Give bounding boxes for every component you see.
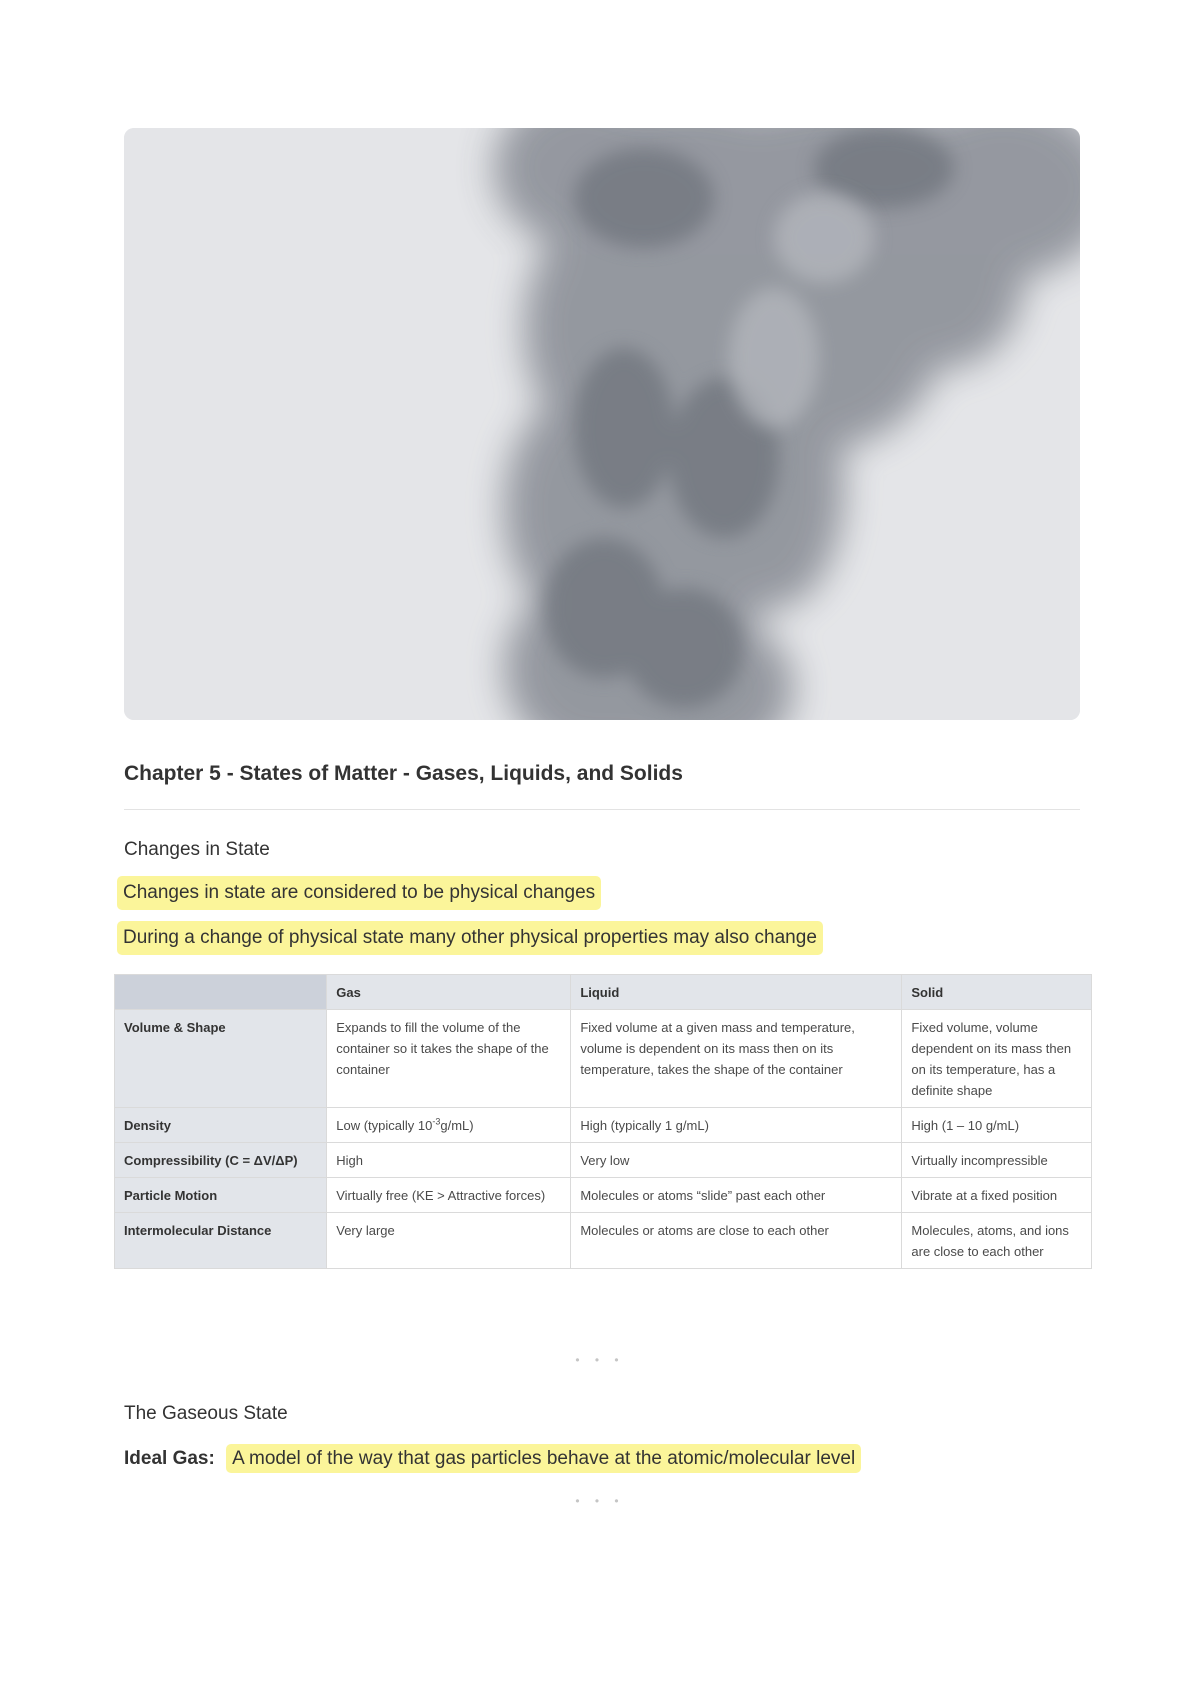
section-heading-gaseous-state: The Gaseous State xyxy=(124,1403,288,1424)
row-header: Compressibility (C = ΔV/ΔP) xyxy=(115,1143,327,1178)
table-cell: Vibrate at a fixed position xyxy=(902,1178,1092,1213)
table-header-row xyxy=(115,975,1092,1010)
table-cell: Molecules or atoms are close to each other xyxy=(571,1213,902,1269)
title-divider xyxy=(124,809,1080,810)
density-gas-suffix: g/mL) xyxy=(440,1118,474,1133)
smoke-plume-image xyxy=(124,128,1080,720)
table-cell: High xyxy=(327,1143,571,1178)
section-divider: • • • xyxy=(575,1353,625,1367)
table-cell: High (typically 1 g/mL) xyxy=(571,1108,902,1143)
table-cell: Fixed volume at a given mass and temperature, volume is dependent on its mass then on its temperature, takes the shape of the container xyxy=(571,1010,902,1108)
table-cell: Fixed volume, volume dependent on its mass then on its temperature, has a definite shape xyxy=(902,1010,1092,1108)
row-header: Density xyxy=(115,1108,327,1143)
highlight-ideal-gas-definition: A model of the way that gas particles behave at the atomic/molecular level xyxy=(226,1444,861,1473)
highlight-properties-change: During a change of physical state many other physical properties may also change xyxy=(117,921,823,955)
table-row xyxy=(115,1108,1092,1143)
column-header-liquid: Liquid xyxy=(571,975,902,1010)
table-cell: Molecules or atoms “slide” past each other xyxy=(571,1178,902,1213)
table-cell: Virtually incompressible xyxy=(902,1143,1092,1178)
density-gas-exponent: -3 xyxy=(432,1116,441,1127)
row-header: Particle Motion xyxy=(115,1178,327,1213)
table-row xyxy=(115,1178,1092,1213)
row-header: Volume & Shape xyxy=(115,1010,327,1108)
column-header-solid: Solid xyxy=(902,975,1092,1010)
highlight-physical-changes: Changes in state are considered to be physical changes xyxy=(117,876,601,910)
column-header-gas: Gas xyxy=(327,975,571,1010)
row-header: Intermolecular Distance xyxy=(115,1213,327,1269)
term-label: Ideal Gas: xyxy=(124,1448,215,1469)
section-heading-changes-in-state: Changes in State xyxy=(124,839,270,860)
table-row xyxy=(115,1213,1092,1269)
table-cell: Molecules, atoms, and ions are close to each other xyxy=(902,1213,1092,1269)
table-cell xyxy=(327,1108,571,1143)
table-cell: Virtually free (KE > Attractive forces) xyxy=(327,1178,571,1213)
table-corner-cell xyxy=(115,975,327,1010)
ideal-gas-definition xyxy=(124,1446,861,1472)
states-of-matter-table xyxy=(114,974,1092,1269)
table-cell: Very large xyxy=(327,1213,571,1269)
table-cell: High (1 – 10 g/mL) xyxy=(902,1108,1092,1143)
table-cell: Very low xyxy=(571,1143,902,1178)
cover-image xyxy=(124,128,1080,720)
density-gas-prefix: Low (typically 10 xyxy=(336,1118,433,1133)
section-divider: • • • xyxy=(575,1494,625,1508)
page-title: Chapter 5 - States of Matter - Gases, Liquids, and Solids xyxy=(124,762,683,785)
table-cell: Expands to fill the volume of the container so it takes the shape of the container xyxy=(327,1010,571,1108)
table-row xyxy=(115,1010,1092,1108)
table-row xyxy=(115,1143,1092,1178)
